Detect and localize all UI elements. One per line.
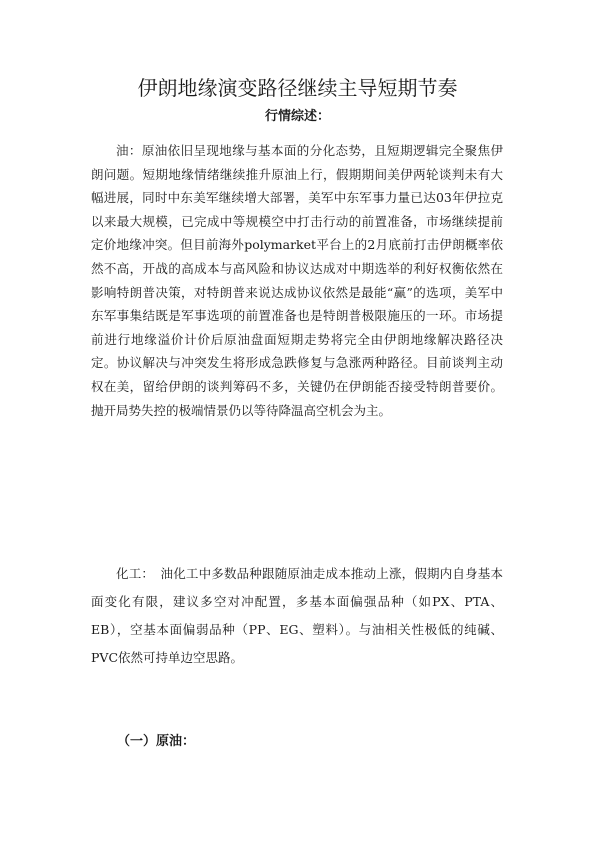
sub-heading-crude-oil: （一）原油：: [117, 734, 196, 749]
paragraph-chemicals: 化工： 油化工中多数品种跟随原油走成本推动上涨，假期内自身基本面变化有限，建议多空对冲配置，多基本面偏强品种（如PX、PTA、EB），空基本面偏弱品种（PP、EG、塑料）。与油相关性极低的纯碱、PVC依然可持单边空思路。: [91, 566, 503, 665]
paragraph-oil: 油：原油依旧呈现地缘与基本面的分化态势，且短期逻辑完全聚焦伊朗问题。短期地缘情绪继续推升原油上行，假期期间美伊两轮谈判未有大幅进展，同时中东美军继续增大部署，美军中东军事力量已达03年伊拉克以来最大规模，已完成中等规模空中打击行动的前置准备，市场继续提前定价地缘冲突。但目前海外polymarket平台上的2月底前打击伊朗概率依然不高，开战的高成本与高风险和协议达成对中期选举的利好权衡依然在影响特朗普决策，对特朗普来说达成协议依然是最能“赢”的选项，美军中东军事集结既是军事选项的前置准备也是特朗普极限施压的一环。市场提前进行地缘溢价计价后原油盘面短期走势将完全由伊朗地缘解决路径决定。协议解决与冲突发生将形成急跌修复与急涨两种路径。目前谈判主动权在美，留给伊朗的谈判筹码不多，关键仍在伊朗能否接受特朗普要价。抛开局势失控的极端情景仍以等待降温高空机会为主。: [91, 143, 503, 418]
section-heading-market-review: 行情综述：: [264, 109, 330, 124]
document-title: 伊朗地缘演变路径继续主导短期节奏: [137, 76, 458, 100]
